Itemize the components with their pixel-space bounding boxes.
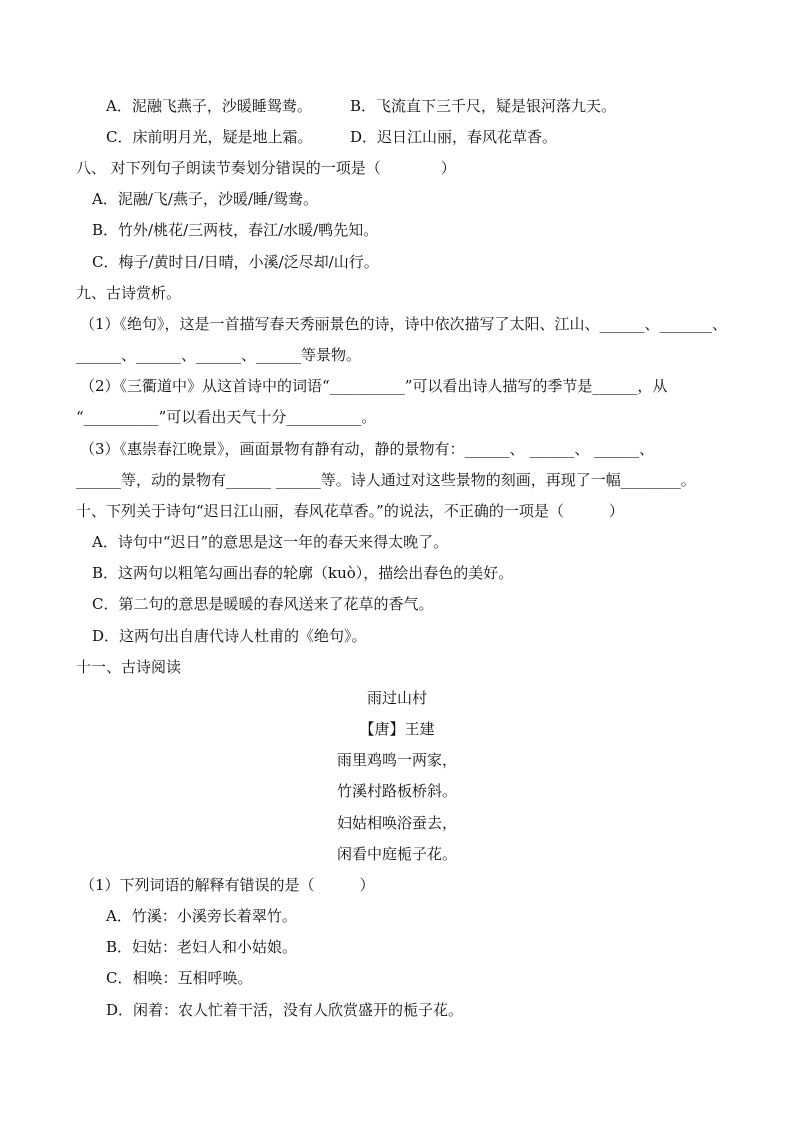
q11-sub1-option-b: B．妇姑：老妇人和小姑娘。 xyxy=(106,938,298,956)
q9-line-4: “__________”可以看出天气十分__________。 xyxy=(76,408,377,426)
poem-title: 雨过山村 xyxy=(366,689,427,707)
poem-line-3: 妇姑相唤浴蚕去， xyxy=(336,814,457,832)
poem-line-1: 雨里鸡鸣一两家， xyxy=(336,751,457,769)
q10-option-c: C．第二句的意思是暖暖的春风送来了花草的香气。 xyxy=(92,595,434,613)
poem-line-4: 闲看中庭栀子花。 xyxy=(336,845,457,863)
q9-line-5: （3）《惠崇春江晚景》，画面景物有静有动，静的景物有：______、 ______、 ______、 xyxy=(80,440,655,458)
q9-line-3: （2）《三衢道中》从这首诗中的词语“__________”可以看出诗人描写的季节是______，从 xyxy=(80,377,668,395)
q11-sub1-title: （1）下列词语的解释有错误的是（ ） xyxy=(80,876,375,894)
q9-line-6: ______等，动的景物有______ ______等。诗人通过对这些景物的刻画，再现了一幅________。 xyxy=(76,471,696,489)
q9-line-2: ______、______、______、______等景物。 xyxy=(76,346,362,364)
poem-author: 【唐】王建 xyxy=(359,720,435,738)
q11-title: 十一、古诗阅读 xyxy=(76,658,182,676)
q10-option-a: A．诗句中“迟日”的意思是这一年的春天来得太晚了。 xyxy=(92,533,449,551)
q8-option-a: A．泥融/飞/燕子，沙暖/睡/鸳鸯。 xyxy=(92,190,319,208)
q10-title: 十、下列关于诗句“迟日江山丽，春风花草香。”的说法，不正确的一项是（ ） xyxy=(76,502,624,520)
q8-option-b: B．竹外/桃花/三两枝，春江/水暖/鸭先知。 xyxy=(92,221,379,239)
q7-option-c: C．床前明月光，疑是地上霜。 xyxy=(106,128,313,146)
poem-line-2: 竹溪村路板桥斜。 xyxy=(336,782,457,800)
q11-sub1-option-a: A．竹溪：小溪旁长着翠竹。 xyxy=(106,907,297,925)
q10-option-b: B．这两句以粗笔勾画出春的轮廓（kuò），描绘出春色的美好。 xyxy=(92,564,514,582)
q9-line-1: （1）《绝句》，这是一首描写春天秀丽景色的诗，诗中依次描写了太阳、江山、______、_______、 xyxy=(80,315,728,333)
q7-option-d: D．迟日江山丽，春风花草香。 xyxy=(350,128,558,146)
q11-sub1-option-d: D．闲着：农人忙着干活，没有人欣赏盛开的栀子花。 xyxy=(106,1001,464,1019)
q8-option-c: C．梅子/黄时日/日晴，小溪/泛尽却/山行。 xyxy=(92,253,379,271)
q9-title: 九、古诗赏析。 xyxy=(76,284,182,302)
q11-sub1-option-c: C．相唤：互相呼唤。 xyxy=(106,969,253,987)
q7-option-a: A．泥融飞燕子，沙暖睡鸳鸯。 xyxy=(106,97,312,115)
q10-option-d: D．这两句出自唐代诗人杜甫的《绝句》。 xyxy=(92,627,367,645)
q8-title: 八、 对下列句子朗读节奏划分错误的一项是（ ） xyxy=(76,159,456,177)
q7-option-b: B．飞流直下三千尺，疑是银河落九天。 xyxy=(350,97,617,115)
